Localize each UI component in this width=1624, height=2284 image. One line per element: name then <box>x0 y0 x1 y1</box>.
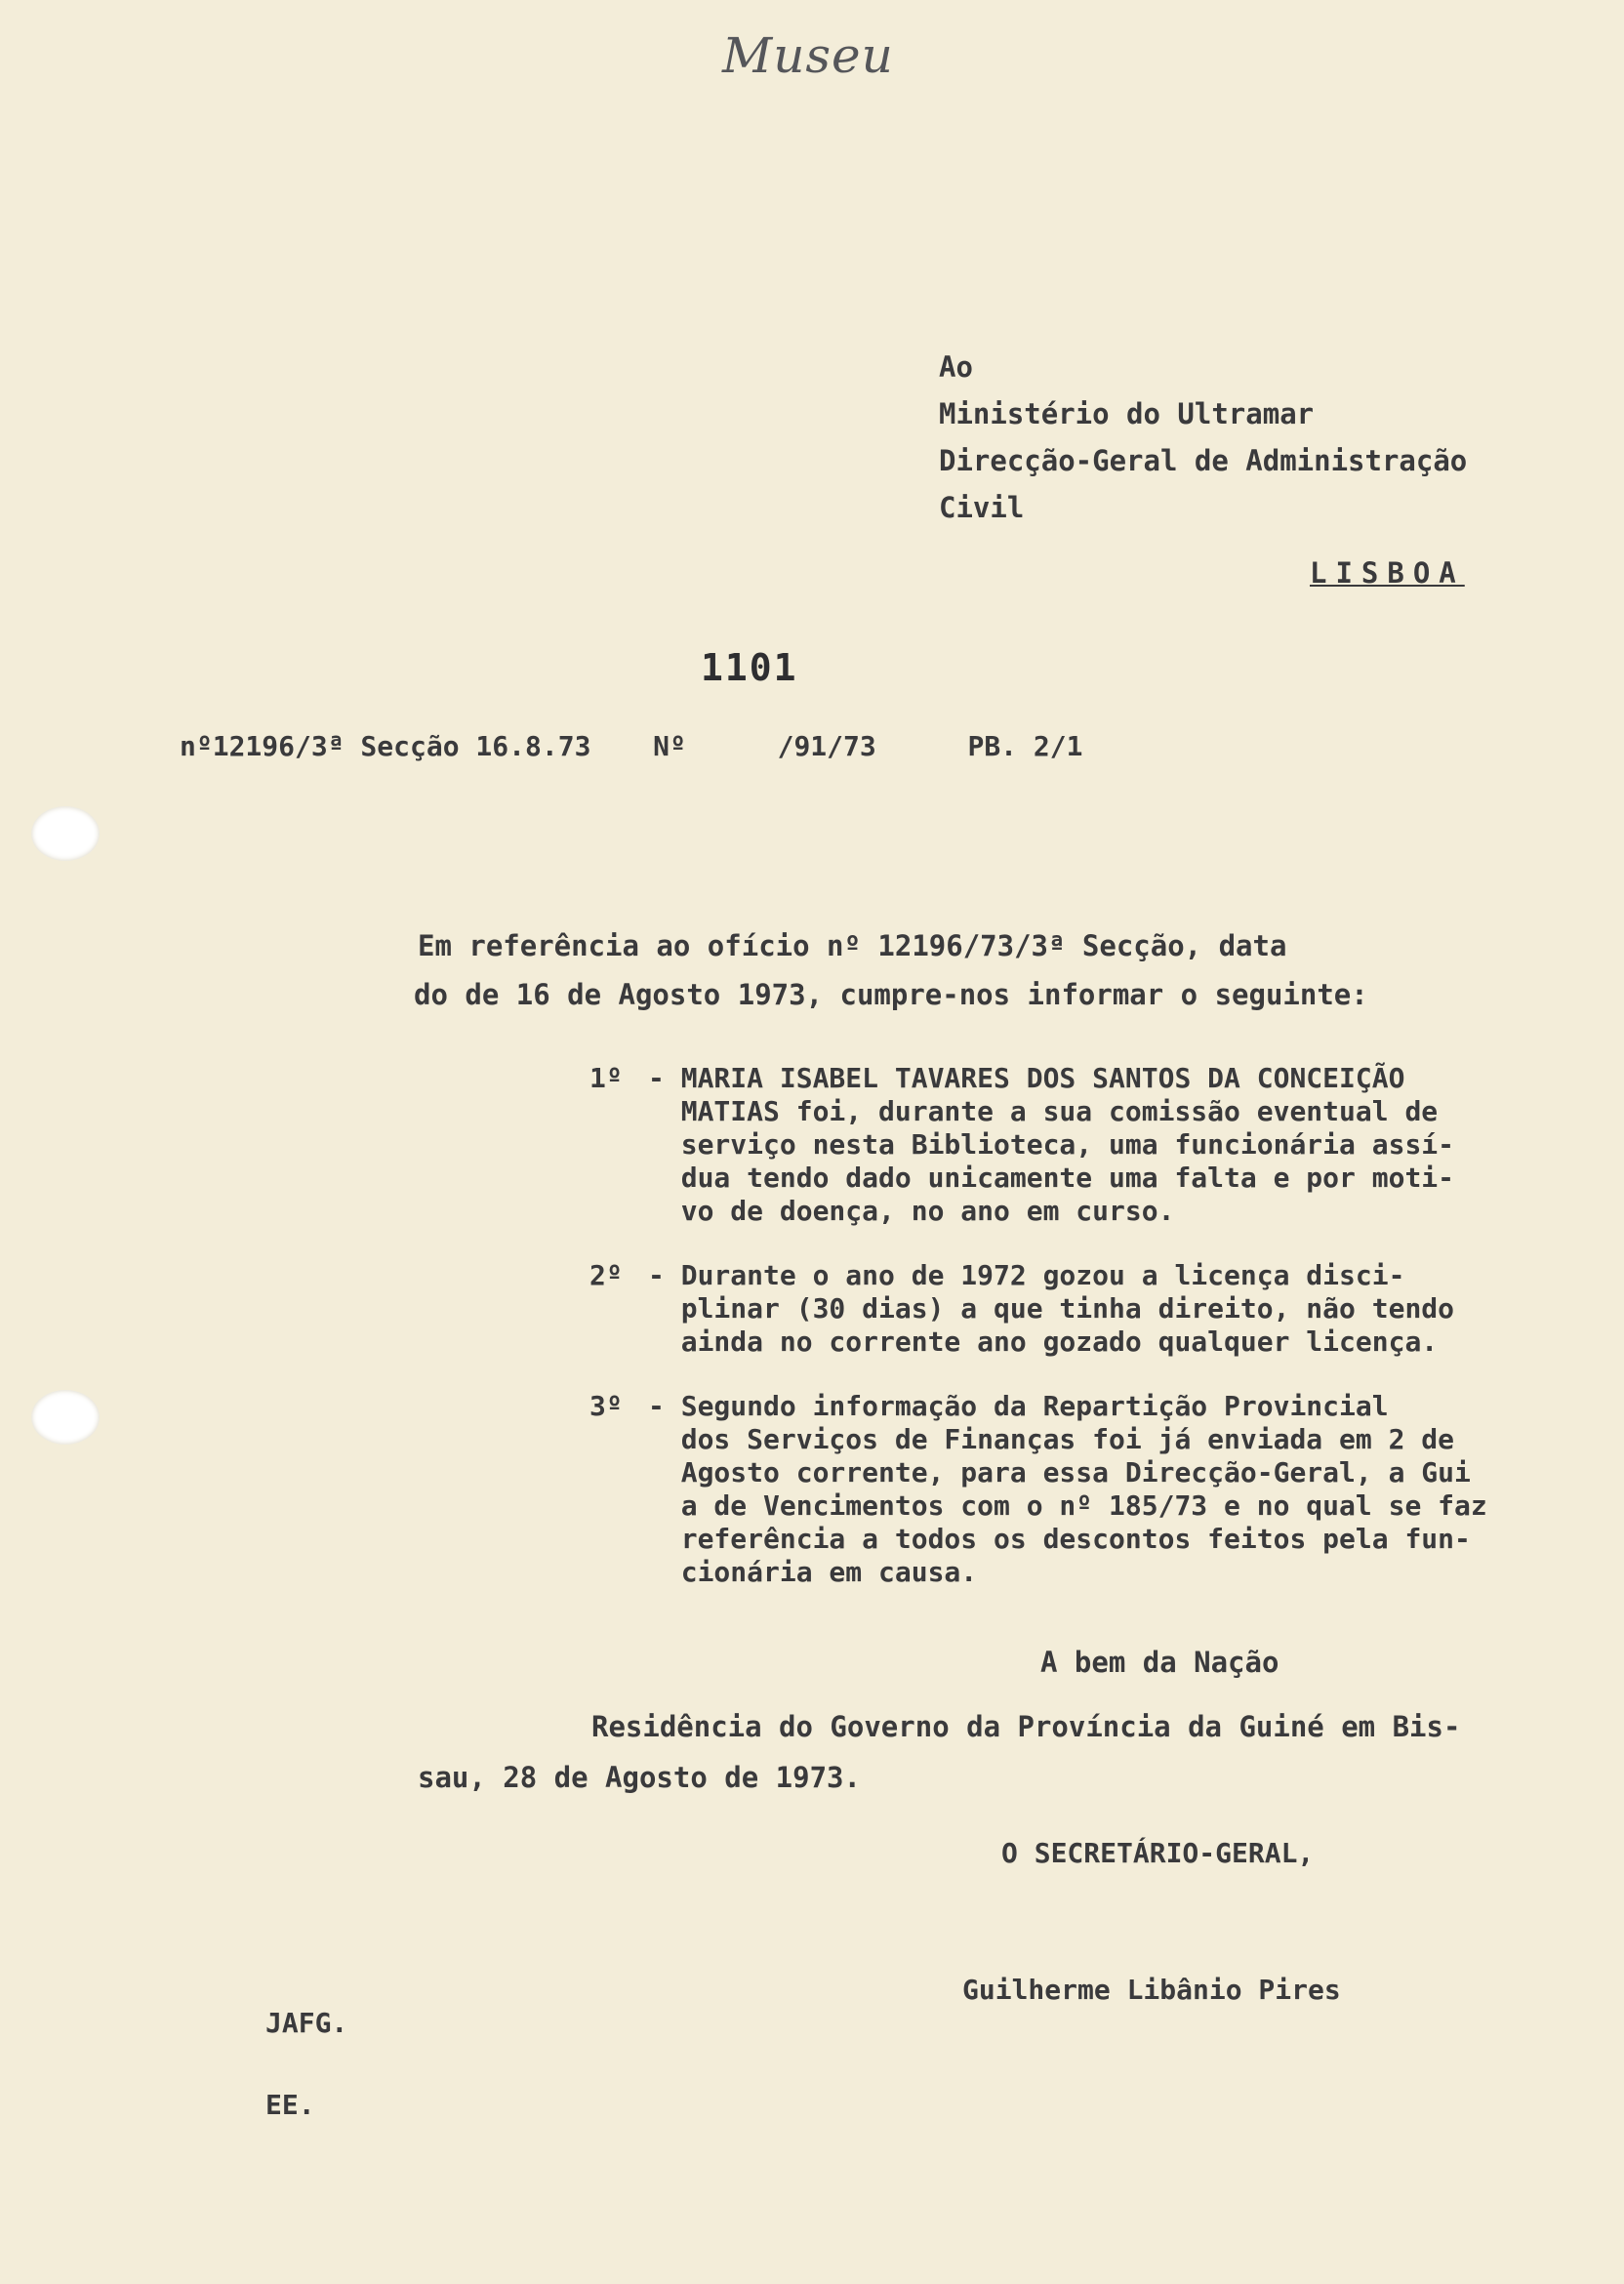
item-line: vo de doença, no ano em curso. <box>648 1195 1175 1227</box>
item-line: dos Serviços de Finanças foi já enviada em 2 de <box>648 1423 1455 1455</box>
item-number: 1º <box>589 1062 623 1094</box>
addressee-city: LISBOA <box>1310 556 1465 590</box>
item-number: 3º <box>589 1390 623 1422</box>
item-line: plinar (30 dias) a que tinha direito, não tendo <box>648 1292 1455 1325</box>
intro-paragraph <box>418 921 1286 970</box>
handwritten-annotation: Museu <box>722 27 894 84</box>
addressee-line: Civil <box>939 491 1025 524</box>
closing-salutation: A bem da Nação <box>1040 1646 1279 1679</box>
item-line: Agosto corrente, para essa Direcção-Geral, a Gui <box>648 1456 1471 1489</box>
place-date-line: sau, 28 de Agosto de 1973. <box>418 1761 861 1794</box>
reference-line <box>180 730 1082 762</box>
item-number: 2º <box>589 1259 623 1291</box>
item-line: MATIAS foi, durante a sua comissão eventual de <box>648 1095 1439 1127</box>
item-line: - Segundo informação da Repartição Provincial <box>648 1390 1389 1422</box>
punch-hole-bottom <box>31 1390 100 1445</box>
reference-process: PB. 2/1 <box>967 730 1083 762</box>
reference-our-number: /91/73 <box>777 730 876 762</box>
item-line: dua tendo dado unicamente uma falta e por moti- <box>648 1162 1455 1194</box>
initials-line: EE. <box>265 2089 315 2121</box>
reference-number-label: Nº <box>653 730 686 762</box>
list-item <box>589 1390 1487 1589</box>
place-date-line: Residência do Governo da Província da Guiné em Bis- <box>591 1710 1461 1743</box>
intro-line: Em referência ao ofício nº 12196/73/3ª Secção, data <box>418 929 1287 962</box>
item-line: serviço nesta Biblioteca, uma funcionária assí- <box>648 1128 1455 1161</box>
intro-paragraph-continuation <box>414 970 1369 1019</box>
item-line: cionária em causa. <box>648 1556 978 1588</box>
item-line: a de Vencimentos com o nº 185/73 e no qual se faz <box>648 1489 1487 1522</box>
item-line: referência a todos os descontos feitos pela fun- <box>648 1523 1471 1555</box>
item-line: ainda no corrente ano gozado qualquer licença. <box>648 1326 1439 1358</box>
intro-line: do de 16 de Agosto 1973, cumpre-nos informar o seguinte: <box>414 978 1368 1011</box>
punch-hole-top <box>31 806 100 861</box>
signatory-title: O SECRETÁRIO-GERAL, <box>1001 1837 1315 1869</box>
signatory-name: Guilherme Libânio Pires <box>962 1974 1341 2006</box>
item-line: - Durante o ano de 1972 gozou a licença disci- <box>648 1259 1405 1291</box>
item-line: - MARIA ISABEL TAVARES DOS SANTOS DA CONCEIÇÃO <box>648 1062 1405 1094</box>
addressee-line: Ministério do Ultramar <box>939 397 1315 430</box>
addressee-line: Direcção-Geral de Administração <box>939 444 1468 477</box>
reference-their-office: nº12196/3ª Secção 16.8.73 <box>180 730 591 762</box>
initials-line: JAFG. <box>265 2007 348 2039</box>
addressee-block <box>939 344 1467 531</box>
addressee-line: Ao <box>939 350 973 384</box>
list-item <box>589 1062 1454 1228</box>
stamp-number: 1101 <box>701 646 798 689</box>
list-item <box>589 1259 1454 1359</box>
